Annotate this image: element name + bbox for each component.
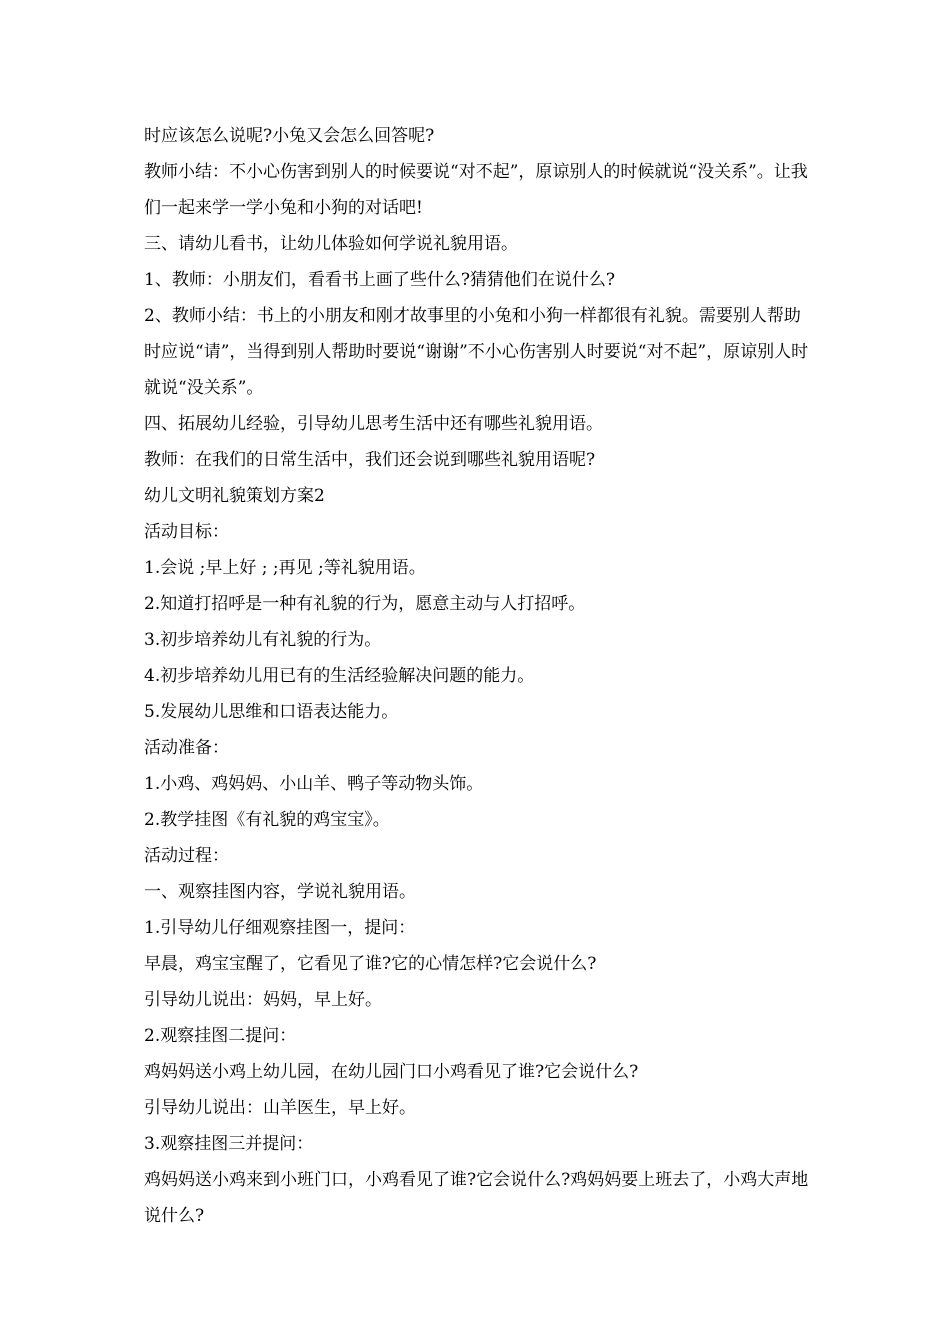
paragraph: 鸡妈妈送小鸡上幼儿园，在幼儿园门口小鸡看见了谁?它会说什么? [144,1062,639,1082]
paragraph: 2.知道打招呼是一种有礼貌的行为，愿意主动与人打招呼。 [144,594,586,614]
paragraph: 四、拓展幼儿经验，引导幼儿思考生活中还有哪些礼貌用语。 [144,414,603,434]
paragraph: 教师小结：不小心伤害到别人的时候要说“对不起”，原谅别人的时候就说“没关系”。让我们一起来学一学小兔和小狗的对话吧! [144,162,808,218]
paragraph: 活动过程： [144,846,229,866]
paragraph: 1、教师：小朋友们，看看书上画了些什么?猜猜他们在说什么? [144,270,616,290]
paragraph: 引导幼儿说出：妈妈，早上好。 [144,990,382,1010]
paragraph: 1.引导幼儿仔细观察挂图一，提问： [144,918,416,938]
paragraph: 2、教师小结：书上的小朋友和刚才故事里的小兔和小狗一样都很有礼貌。需要别人帮助时应说“请”，当得到别人帮助时要说“谢谢”不小心伤害别人时要说“对不起”，原谅别人时就说“没关系”。 [144,306,809,398]
paragraph: 活动目标： [144,522,229,542]
paragraph: 4.初步培养幼儿用已有的生活经验解决问题的能力。 [144,666,535,686]
paragraph: 3.观察挂图三并提问： [144,1134,314,1154]
section-heading: 幼儿文明礼貌策划方案2 [144,486,325,506]
paragraph: 早晨，鸡宝宝醒了，它看见了谁?它的心情怎样?它会说什么? [144,954,597,974]
paragraph: 时应该怎么说呢?小兔又会怎么回答呢? [144,126,435,146]
paragraph: 2.教学挂图《有礼貌的鸡宝宝》。 [144,810,390,830]
paragraph: 教师：在我们的日常生活中，我们还会说到哪些礼貌用语呢? [144,450,596,470]
paragraph: 活动准备： [144,738,229,758]
paragraph: 三、请幼儿看书，让幼儿体验如何学说礼貌用语。 [144,234,518,254]
paragraph: 2.观察挂图二提问： [144,1026,297,1046]
paragraph: 鸡妈妈送小鸡来到小班门口，小鸡看见了谁?它会说什么?鸡妈妈要上班去了，小鸡大声地说什么? [144,1170,809,1226]
paragraph: 1.会说 ;早上好 ; ;再见 ;等礼貌用语。 [144,558,426,578]
paragraph: 5.发展幼儿思维和口语表达能力。 [144,702,399,722]
paragraph: 一、观察挂图内容，学说礼貌用语。 [144,882,416,902]
paragraph: 1.小鸡、鸡妈妈、小山羊、鸭子等动物头饰。 [144,774,484,794]
paragraph: 3.初步培养幼儿有礼貌的行为。 [144,630,382,650]
document-page [144,118,812,1234]
paragraph: 引导幼儿说出：山羊医生，早上好。 [144,1098,416,1118]
